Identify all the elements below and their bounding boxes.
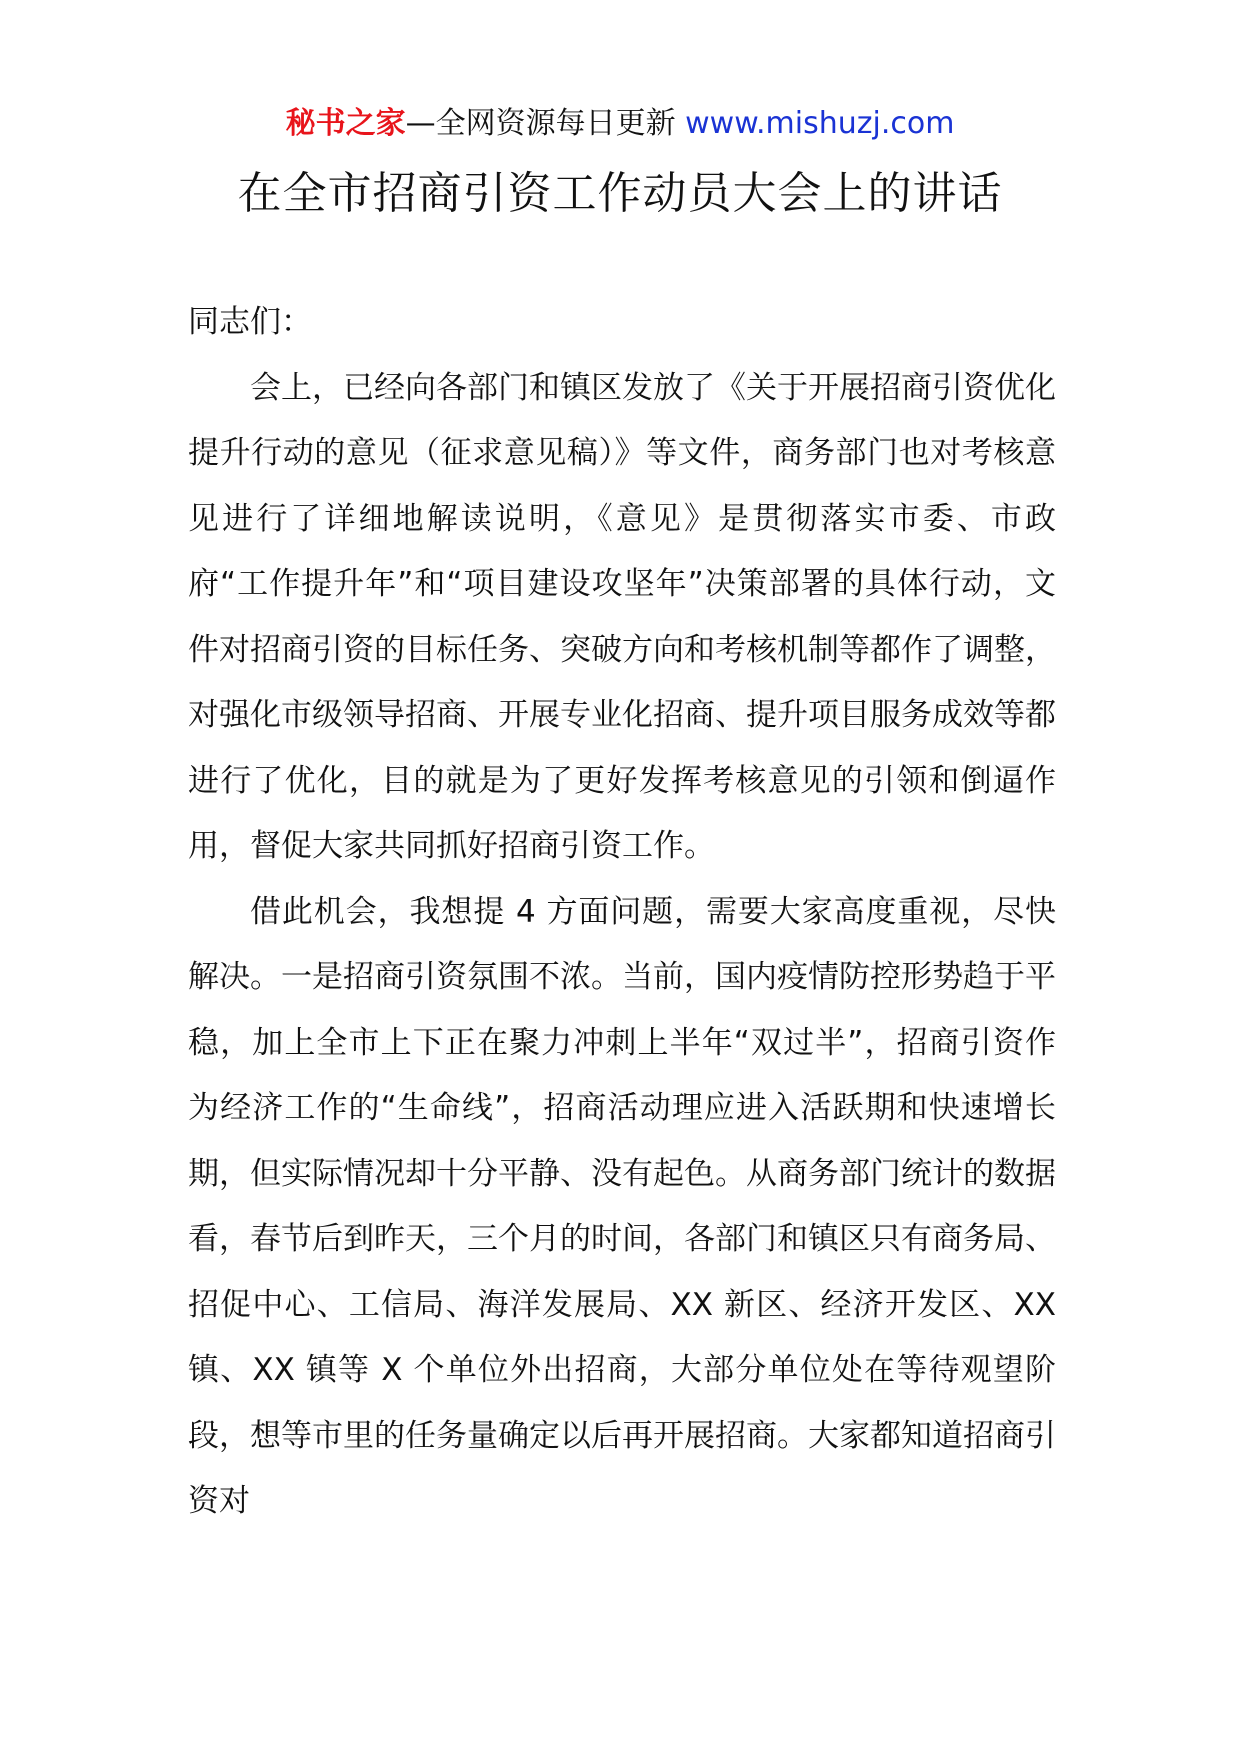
banner-tagline: —全网资源每日更新 bbox=[405, 106, 686, 141]
site-banner bbox=[0, 104, 1240, 144]
brand-name: 秘书之家 bbox=[285, 106, 406, 141]
body-paragraph: 会上，已经向各部门和镇区发放了《关于开展招商引资优化提升行动的意见（征求意见稿）》等文件，商务部门也对考核意见进行了详细地解读说明，《意见》是贯彻落实市委、市政府“工作提升年”和“项目建设攻坚年”决策部署的具体行动，文件对招商引资的目标任务、突破方向和考核机制等都作了调整，对强化市级领导招商、开展专业化招商、提升项目服务成效等都进行了优化，目的就是为了更好发挥考核意见的引领和倒逼作用，督促大家共同抓好招商引资工作。 bbox=[188, 369, 1056, 864]
document-body bbox=[188, 290, 1056, 1535]
site-url-link[interactable]: www.mishuzj.com bbox=[685, 106, 955, 141]
document-title: 在全市招商引资工作动员大会上的讲话 bbox=[237, 168, 1003, 219]
salutation: 同志们： bbox=[188, 304, 312, 340]
body-paragraph: 借此机会，我想提 4 方面问题，需要大家高度重视，尽快解决。一是招商引资氛围不浓。当前，国内疫情防控形势趋于平稳，加上全市上下正在聚力冲刺上半年“双过半”，招商引资作为经济工作的“生命线”，招商活动理应进入活跃期和快速增长期，但实际情况却十分平静、没有起色。从商务部门统计的数据看，春节后到昨天，三个月的时间，各部门和镇区只有商务局、招促中心、工信局、海洋发展局、XX 新区、经济开发区、XX 镇、XX 镇等 X 个单位外出招商，大部分单位处在等待观望阶段，想等市里的任务量确定以后再开展招商。大家都知道招商引资对 bbox=[188, 893, 1056, 1519]
